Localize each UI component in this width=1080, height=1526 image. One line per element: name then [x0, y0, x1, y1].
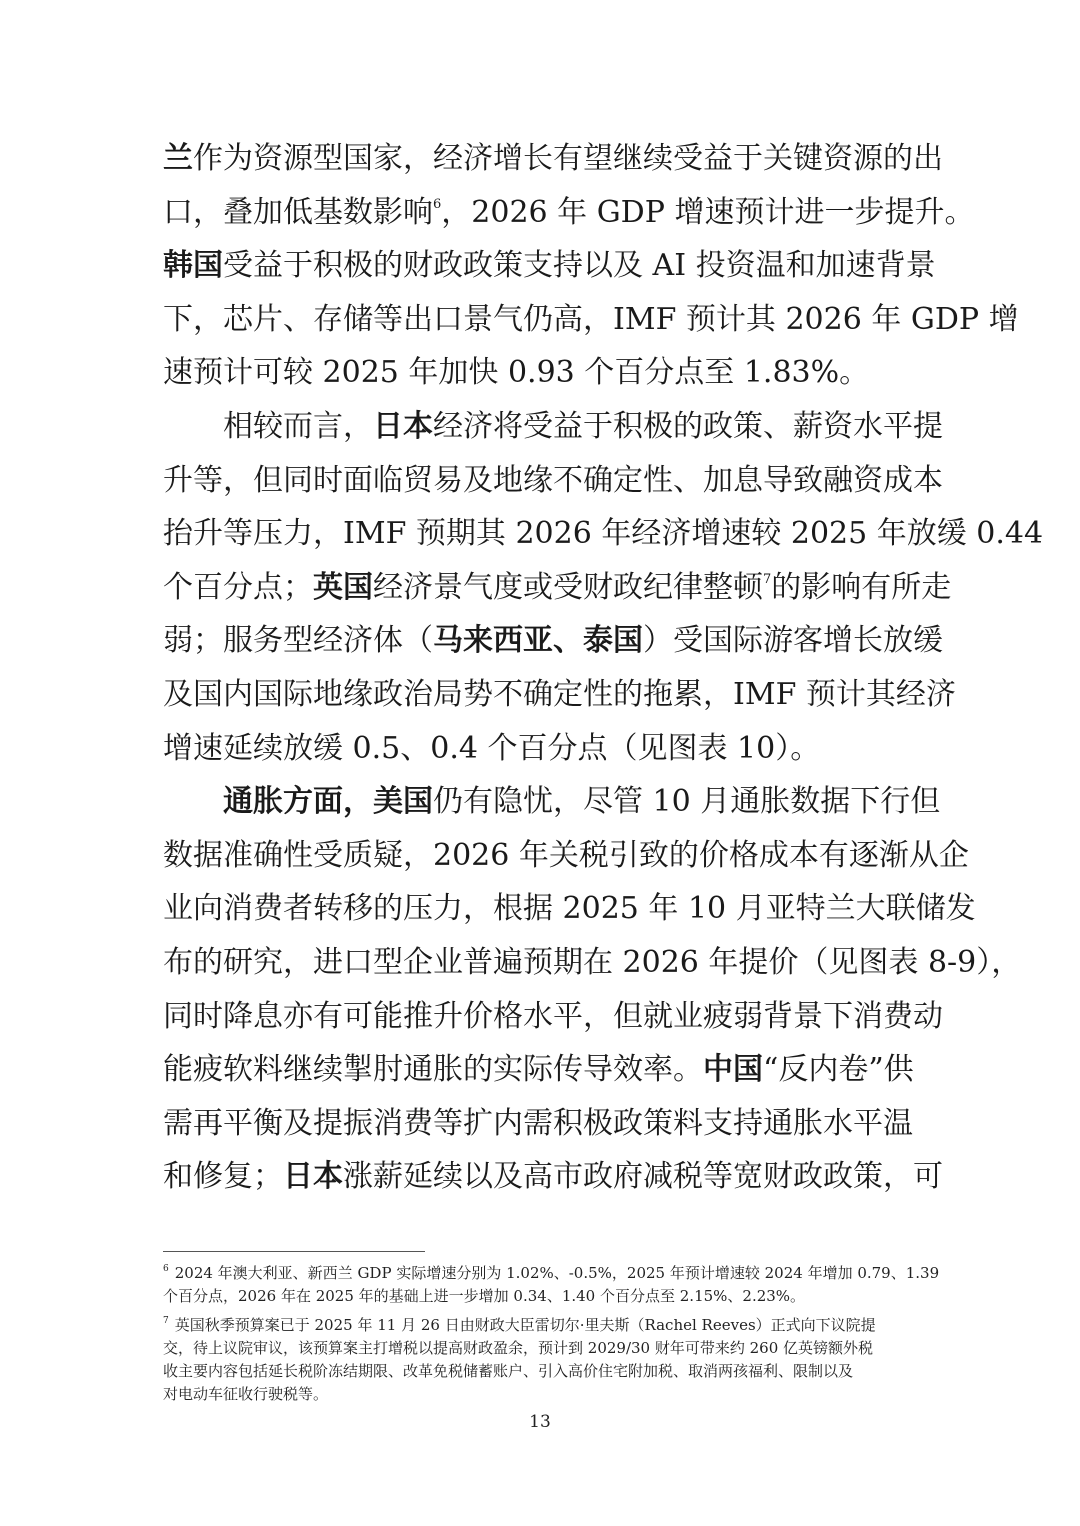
text-run: 涨薪延续以及高市政府减税等宽财政政策，可	[343, 1159, 943, 1195]
bold-term: 日本	[373, 408, 433, 444]
text-run: 及国内国际地缘政治局势不确定性的拖累，IMF 预计其经济	[163, 676, 956, 712]
text-run: 数据准确性受质疑，2026 年关税引致的价格成本有逐渐从企	[163, 837, 969, 873]
text-run: “反内卷”供	[763, 1052, 914, 1088]
body-line	[163, 722, 923, 776]
text-run: 增速延续放缓 0.5、0.4 个百分点（见图表 10）。	[163, 730, 821, 766]
footnote-text: 收主要内容包括延长税阶冻结期限、改革免税储蓄账户、引入高价住宅附加税、取消两孩福利、限制以及	[163, 1362, 854, 1380]
body-line	[163, 1043, 923, 1097]
body-line	[163, 1150, 943, 1204]
footnote-text: 2024 年澳大利亚、新西兰 GDP 实际增速分别为 1.02%、-0.5%，2025 年预计增速较 2024 年增加 0.79、1.39	[174, 1264, 940, 1282]
text-run: ，2026 年 GDP 增速预计进一步提升。	[441, 194, 975, 230]
bold-term: 中国	[703, 1052, 763, 1088]
body-line	[163, 1097, 923, 1151]
footnote-line	[163, 1314, 923, 1337]
body-line	[163, 882, 976, 936]
footnote-mark: 6	[163, 1264, 169, 1274]
body-text	[163, 132, 1044, 1204]
body-line	[163, 936, 1022, 990]
body-line	[163, 346, 923, 400]
body-line	[163, 668, 956, 722]
text-run: 同时降息亦有可能推升价格水平，但就业疲弱背景下消费动	[163, 998, 943, 1034]
footnote-line	[163, 1383, 923, 1406]
text-run: 业向消费者转移的压力，根据 2025 年 10 月亚特兰大联储发	[163, 891, 976, 927]
body-line	[163, 829, 969, 883]
footnote-separator	[163, 1251, 425, 1252]
footnote-line	[163, 1360, 923, 1383]
bold-term: 日本	[283, 1159, 343, 1195]
body-line	[163, 507, 1044, 561]
body-line	[163, 293, 1019, 347]
footnote-line	[163, 1262, 940, 1285]
text-run: 速预计可较 2025 年加快 0.93 个百分点至 1.83%。	[163, 355, 870, 391]
bold-term: 英国	[313, 569, 373, 605]
footnote-line	[163, 1337, 923, 1360]
bold-term: 兰	[163, 141, 193, 176]
text-run: 相较而言，	[223, 408, 373, 444]
text-run: 抬升等压力，IMF 预期其 2026 年经济增速较 2025 年放缓 0.44	[163, 516, 1044, 552]
bold-term: 通胀方面，	[223, 784, 373, 820]
body-line	[163, 775, 941, 829]
body-line	[163, 132, 943, 186]
body-line	[163, 614, 943, 668]
page-number: 13	[529, 1412, 551, 1432]
footnote-text: 对电动车征收行驶税等。	[163, 1385, 329, 1403]
bold-term: 韩国	[163, 248, 223, 284]
text-run: 作为资源型国家，经济增长有望继续受益于关键资源的出	[193, 141, 943, 176]
text-run: 布的研究，进口型企业普遍预期在 2026 年提价（见图表 8-9），	[163, 944, 1022, 980]
body-line	[163, 990, 943, 1044]
text-run: 下，芯片、存储等出口景气仍高，IMF 预计其 2026 年 GDP 增	[163, 301, 1019, 337]
body-line	[163, 454, 943, 508]
footnote-text: 交，待上议院审议，该预算案主打增税以提高财政盈余，预计到 2029/30 财年可带来约 260 亿英镑额外税	[163, 1339, 874, 1357]
body-line	[163, 400, 943, 454]
footnote-ref: 7	[763, 571, 772, 587]
footnote-line	[163, 1285, 923, 1308]
footnote-text: 英国秋季预算案已于 2025 年 11 月 26 日由财政大臣雷切尔·里夫斯（Rachel Reeves）正式向下议院提	[174, 1316, 876, 1334]
text-run: 仍有隐忧，尽管 10 月通胀数据下行但	[433, 784, 941, 820]
text-run: 和修复；	[163, 1159, 283, 1195]
bold-term: 美国	[373, 784, 433, 820]
bold-term: 马来西亚、泰国	[433, 623, 643, 659]
footnote-text: 个百分点，2026 年在 2025 年的基础上进一步增加 0.34、1.40 个百分点至 2.15%、2.23%。	[163, 1287, 806, 1305]
text-run: 个百分点；	[163, 569, 313, 605]
text-run: 口，叠加低基数影响	[163, 194, 433, 230]
body-line	[163, 239, 936, 293]
footnote-ref: 6	[433, 196, 442, 212]
text-run: 升等，但同时面临贸易及地缘不确定性、加息导致融资成本	[163, 462, 943, 498]
footnotes	[163, 1262, 940, 1406]
text-run: 弱；服务型经济体（	[163, 623, 433, 659]
text-run: 经济将受益于积极的政策、薪资水平提	[433, 408, 943, 444]
text-run: 能疲软料继续掣肘通胀的实际传导效率。	[163, 1052, 703, 1088]
body-line	[163, 186, 975, 240]
footnote-mark: 7	[163, 1316, 169, 1326]
text-run: 受益于积极的财政政策支持以及 AI 投资温和加速背景	[223, 248, 936, 284]
text-run: 的影响有所走	[771, 569, 952, 605]
text-run: 经济景气度或受财政纪律整顿	[373, 569, 763, 605]
body-line	[163, 561, 952, 615]
text-run: ）受国际游客增长放缓	[643, 623, 943, 659]
text-run: 需再平衡及提振消费等扩内需积极政策料支持通胀水平温	[163, 1105, 913, 1141]
